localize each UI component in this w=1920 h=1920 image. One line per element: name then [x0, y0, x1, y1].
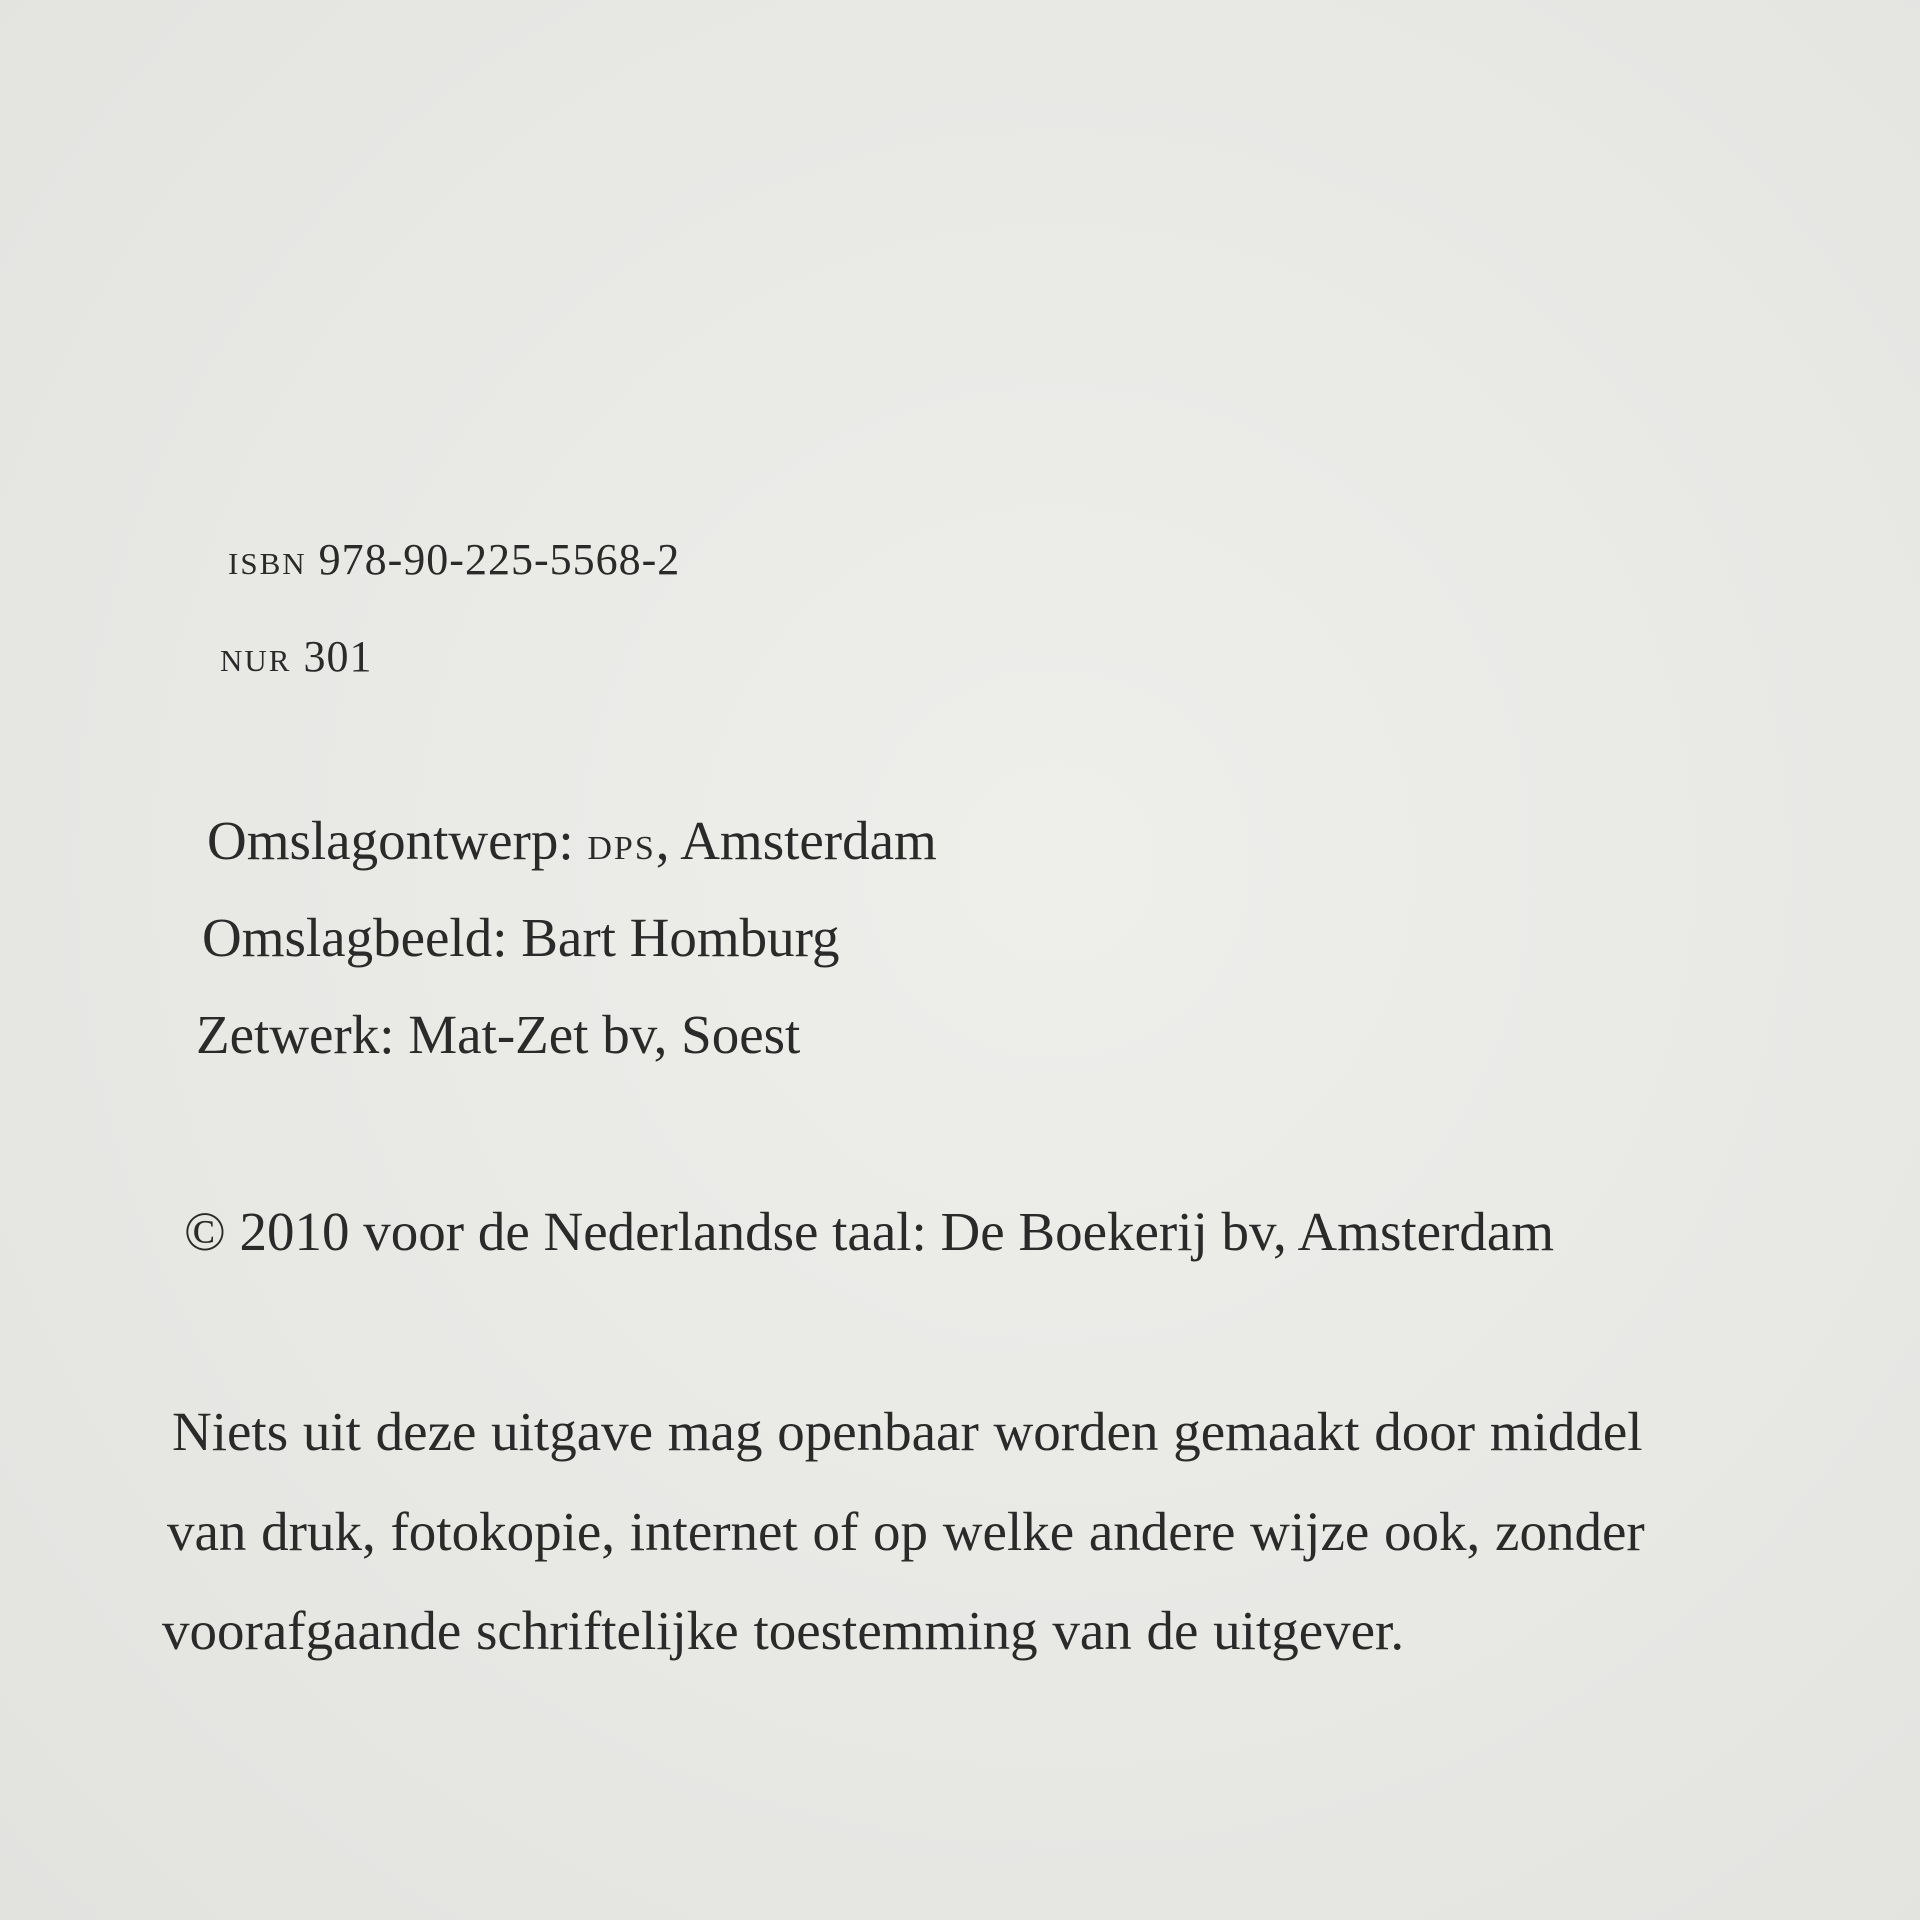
cover-design-line: [207, 810, 937, 871]
isbn-line: [228, 535, 681, 584]
cover-image-line: Omslagbeeld: Bart Homburg: [202, 907, 840, 968]
typesetting-line: Zetwerk: Mat-Zet bv, Soest: [196, 1004, 801, 1065]
nur-label: nur: [220, 632, 292, 681]
copyright-line: © 2010 voor de Nederlandse taal: De Boekerij bv, Amsterdam: [184, 1201, 1555, 1262]
isbn-label: isbn: [228, 535, 307, 584]
isbn-value: 978-90-225-5568-2: [318, 535, 681, 584]
nur-line: [220, 632, 373, 681]
nur-value: 301: [303, 632, 373, 681]
notice-line-1: Niets uit deze uitgave mag openbaar worden gemaakt door middel: [172, 1401, 1643, 1462]
notice-line-2: van druk, fotokopie, internet of op welke andere wijze ook, zonder: [167, 1501, 1645, 1562]
cover-design-studio: dps: [587, 817, 656, 870]
notice-line-3: voorafgaande schriftelijke toestemming van de uitgever.: [162, 1600, 1405, 1661]
cover-design-label: Omslagontwerp:: [207, 810, 574, 871]
cover-design-city: , Amsterdam: [655, 810, 937, 871]
